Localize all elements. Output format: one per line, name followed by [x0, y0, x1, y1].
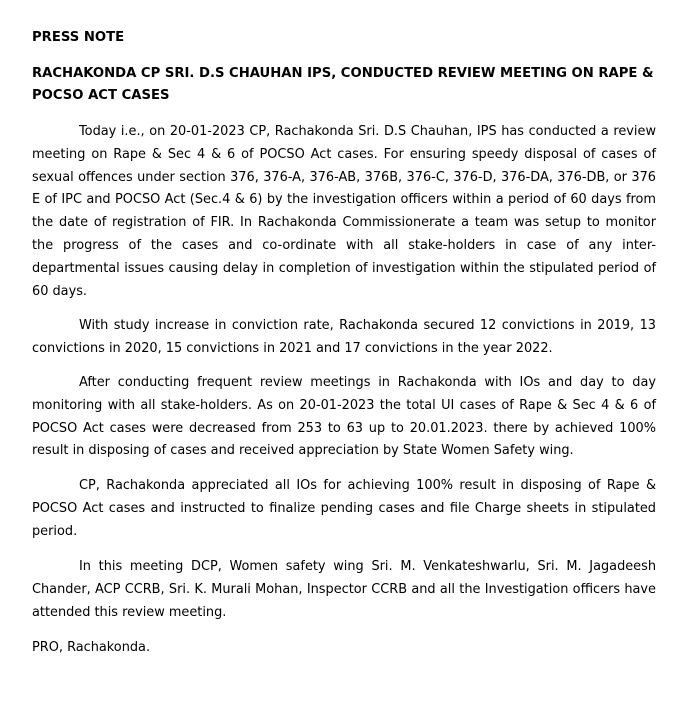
paragraph-review-meeting: Today i.e., on 20-01-2023 CP, Rachakonda Sri. D.S Chauhan, IPS has conducted a review meeting on Rape & Sec 4 & 6 of POCSO Act cases. For ensuring speedy disposal of cases of sexual offences under section 376, 376-A, 376-AB, 376B, 376-C, 376-D, 376-DA, 376-DB, or 376 E of IPC and POCSO Act (Sec.4 & 6) by the investigation officers within a period of 60 days from the date of registration of FIR. In Rachakonda Commissionerate a team was setup to monitor the progress of the cases and co-ordinate with all stake-holders in case of any inter-departmental issues causing delay in completion of investigation within the stipulated period of 60 days. — [32, 124, 656, 299]
signoff: PRO, Rachakonda. — [32, 640, 151, 655]
paragraph-appreciation: CP, Rachakonda appreciated all IOs for achieving 100% result in disposing of Rape & POCSO Act cases and instructed to finalize pending cases and file Charge sheets in stipulated period. — [32, 478, 656, 539]
paragraph-attendees: In this meeting DCP, Women safety wing Sri. M. Venkateshwarlu, Sri. M. Jagadeesh Chander, ACP CCRB, Sri. K. Murali Mohan, Inspector CCRB and all the Investigation officers have attended this review meeting. — [32, 559, 656, 620]
press-note-label: PRESS NOTE — [32, 30, 125, 45]
document-title: RACHAKONDA CP SRI. D.S CHAUHAN IPS, CONDUCTED REVIEW MEETING ON RAPE & POCSO ACT CASES — [32, 66, 654, 103]
paragraph-cases-decreased: After conducting frequent review meetings in Rachakonda with IOs and day to day monitoring with all stake-holders. As on 20-01-2023 the total UI cases of Rape & Sec 4 & 6 of POCSO Act cases were decreased from 253 to 63 up to 20.01.2023. there by achieved 100% result in disposing of cases and received appreciation by State Women Safety wing. — [32, 375, 656, 459]
paragraph-convictions: With study increase in conviction rate, Rachakonda secured 12 convictions in 2019, 13 convictions in 2020, 15 convictions in 2021 and 17 convictions in the year 2022. — [32, 318, 656, 356]
